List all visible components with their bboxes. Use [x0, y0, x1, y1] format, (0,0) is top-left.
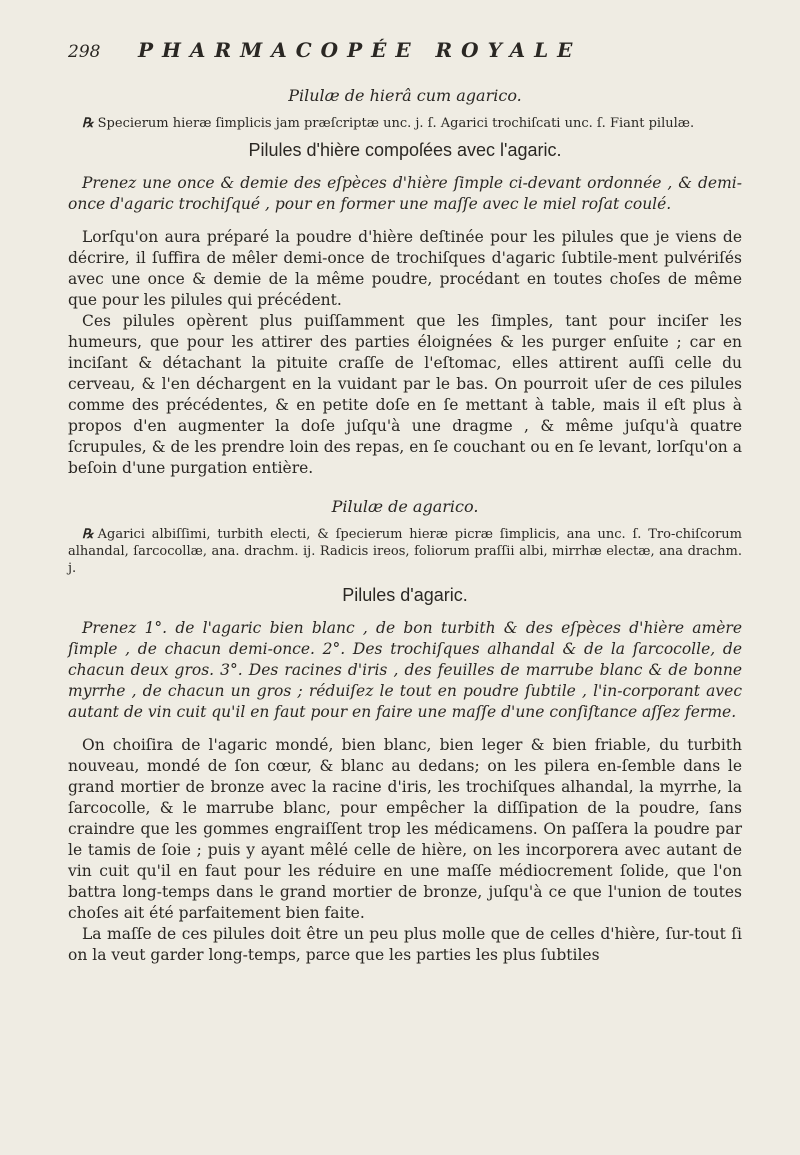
prescription-text: Specierum hieræ ſimplicis jam præſcriptæ unc. j. ſ. Agarici trochiſcati unc. ſ. Fiant pilulæ.	[97, 116, 695, 131]
section-title-latin: Pilulæ de hierâ cum agarico.	[288, 86, 522, 105]
directions-text: Prenez 1°. de l'agaric bien blanc , de bon turbith & des eſpèces d'hière amère ſimple , de chacun demi-once. 2°. Des trochiſques alhandal & de la ſarcocolle, de chacun deux gros. 3°. Des racines d'iris , des feuilles de marrube blanc & de bonne myrrhe , de chacun un gros ; réduiſez le tout en poudre ſubtile , l'in-corporant avec autant de vin cuit qu'il en faut pour en faire une maſſe d'une conſiſtance aſſez ferme.	[68, 619, 742, 721]
prescription-latin	[68, 115, 742, 132]
page-header	[68, 38, 742, 74]
body-paragraph: On choiſira de l'agaric mondé, bien blanc, bien leger & bien friable, du turbith nouveau, mondé de ſon cœur, & blanc au dedans; on les pilera en-ſemble dans le grand mortier de bronze avec la racine d'iris, les trochiſques alhandal, la myrrhe, la ſarcocolle, & le marrube blanc, pour empêcher la diſſipation de la poudre, ſans craindre que les gommes engraiſſent trop les médicamens. On paſſera la poudre par le tamis de ſoie ; puis y ayant mêlé celle de hière, on les incorporera avec autant de vin cuit qu'il en faut pour les réduire en une maſſe médiocrement ſolide, que l'on battra long-temps dans le grand mortier de bronze, juſqu'à ce que l'union de toutes choſes ait été parfaitement bien faite.	[68, 736, 742, 922]
running-title: PHARMACOPÉE ROYALE	[138, 38, 582, 62]
prescription-latin	[68, 526, 742, 577]
directions-text: Prenez une once & demie des eſpèces d'hière ſimple ci-devant ordonnée , & demi-once d'agaric trochiſqué , pour en former une maſſe avec le miel roſat coulé.	[68, 174, 742, 213]
section-title-french: Pilules d'hière compoſées avec l'agaric.	[248, 140, 562, 160]
page-number: 298	[68, 42, 101, 62]
section-title-latin: Pilulæ de agarico.	[331, 497, 479, 516]
body-paragraph: Ces pilules opèrent plus puiſſamment que les ſimples, tant pour inciſer les humeurs, que pour les attirer des parties éloignées & les purger enſuite ; car en inciſant & détachant la pituite craſſe de l'eſtomac, elles attirent auſſi celle du cerveau, & l'en déchargent en la vuidant par le bas. On pourroit uſer de ces pilules comme des précédentes, & en petite doſe en ſe mettant à table, mais il eſt plus à propos d'en augmenter la doſe juſqu'à une dragme , & même juſqu'à quatre ſcrupules, & de les prendre loin des repas, en ſe couchant ou en ſe levant, lorſqu'on a beſoin d'une purgation entière.	[68, 312, 742, 477]
body-paragraph: Lorſqu'on aura préparé la poudre d'hière deſtinée pour les pilules que je viens de décrire, il ſuffira de mêler demi-once de trochiſques d'agaric ſubtile-ment pulvériſés avec une once & demie de la même poudre, procédant en toutes choſes de même que pour les pilules qui précédent.	[68, 228, 742, 309]
body-paragraph: La maſſe de ces pilules doit être un peu plus molle que de celles d'hière, ſur-tout ſi on la veut garder long-temps, parce que les parties les plus ſubtiles	[68, 925, 742, 964]
prescription-text: Agarici albiſſimi, turbith electi, & ſpecierum hieræ picræ ſimplicis, ana unc. ſ. Tro-chiſcorum alhandal, ſarcocollæ, ana. drachm. ij. Radicis ireos, foliorum praſſii albi, mirrhæ electæ, ana drachm. j.	[68, 527, 742, 576]
recipe-symbol-icon: ℞	[82, 116, 94, 131]
recipe-symbol-icon: ℞	[82, 527, 94, 542]
section-title-french: Pilules d'agaric.	[342, 585, 468, 605]
